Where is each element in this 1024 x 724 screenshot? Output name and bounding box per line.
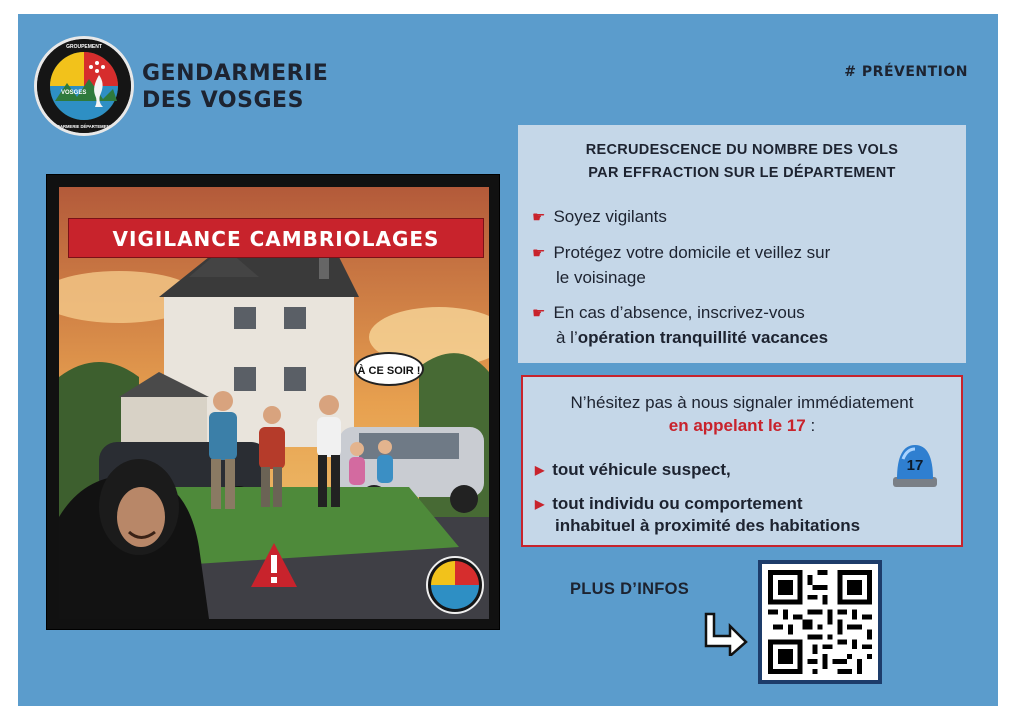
report-call-text: N’hésitez pas à nous signaler immédiatement en appelant le 17 : xyxy=(570,393,914,435)
organization-name xyxy=(142,60,328,114)
info-panel-title xyxy=(518,139,966,185)
qr-code[interactable] xyxy=(758,560,882,684)
pointing-hand-icon: ☛ xyxy=(532,305,546,322)
advice-item: ☛ Soyez vigilants xyxy=(532,207,667,226)
svg-text:GENDARMERIE DÉPARTEMENTALE: GENDARMERIE DÉPARTEMENTALE xyxy=(47,124,121,129)
more-info-label: PLUS D’INFOS xyxy=(570,580,690,598)
prevention-hashtag: # PRÉVENTION xyxy=(844,64,968,80)
report-alert-panel xyxy=(521,375,963,547)
svg-text:GROUPEMENT: GROUPEMENT xyxy=(66,44,102,50)
vigilance-banner: VIGILANCE CAMBRIOLAGES xyxy=(68,218,484,258)
arrow-right-icon xyxy=(700,612,750,656)
qr-code-icon xyxy=(768,570,872,674)
gendarmerie-vosges-logo xyxy=(34,36,134,136)
red-triangle-bullet-icon: ▶ xyxy=(535,463,545,477)
pointing-hand-icon: ☛ xyxy=(532,245,546,262)
info-title-line-2: PAR EFFRACTION SUR LE DÉPARTEMENT xyxy=(588,165,896,181)
org-line-1: GENDARMERIE xyxy=(142,61,329,86)
svg-text:17: 17 xyxy=(906,457,924,474)
advice-item: ☛ Protégez votre domicile et veillez sur le voisinage xyxy=(532,243,831,287)
logo-emblem-icon xyxy=(37,39,131,133)
advice-item: ☛ En cas d’absence, inscrivez-vous à l’opération tranquillité vacances xyxy=(532,303,829,347)
red-triangle-bullet-icon: ▶ xyxy=(535,497,545,511)
svg-text:VOSGES: VOSGES xyxy=(61,90,87,96)
report-item: ▶ tout individu ou comportement inhabituel à proximité des habitations xyxy=(535,494,861,535)
pointing-hand-icon: ☛ xyxy=(532,209,546,226)
info-title-line-1: RECRUDESCENCE DU NOMBRE DES VOLS xyxy=(585,142,899,158)
police-siren-icon xyxy=(889,439,941,489)
burglary-info-panel xyxy=(518,125,966,363)
speech-bubble: À CE SOIR ! xyxy=(354,352,424,386)
org-line-2: DES VOSGES xyxy=(142,88,304,113)
report-item: ▶ tout véhicule suspect, xyxy=(535,460,731,479)
